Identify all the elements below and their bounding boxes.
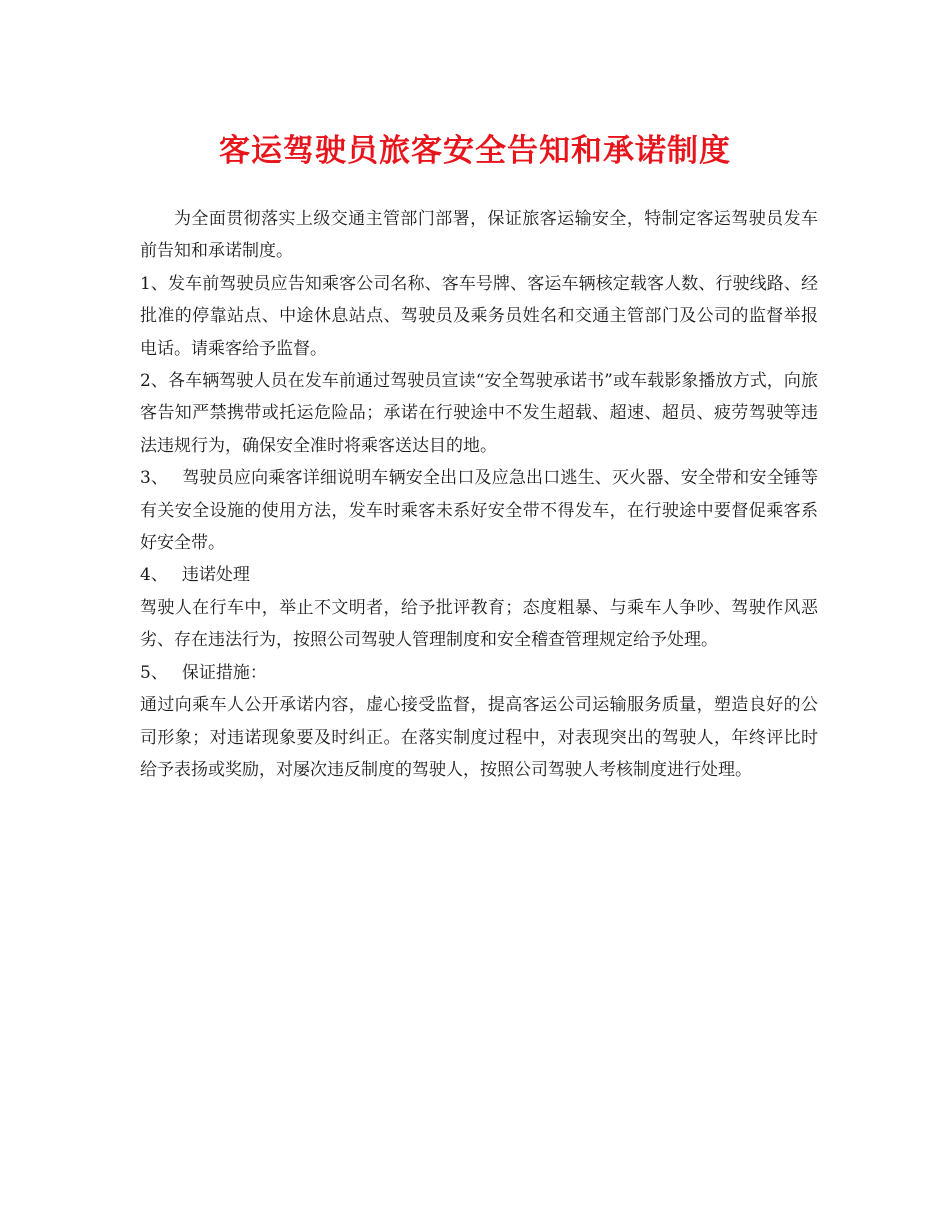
item-3-text: 驾驶员应向乘客详细说明车辆安全出口及应急出口逃生、灭火器、安全带和安全锤等有关安全设施的使用方法，发车时乘客未系好安全带不得发车，在行驶途中要督促乘客系好安全带。 — [140, 468, 818, 554]
item-5-heading-line — [140, 657, 818, 689]
item-5-heading: 保证措施： — [181, 662, 267, 683]
document-body — [140, 203, 818, 786]
item-4-number: 4、 — [140, 565, 168, 586]
item-3-number: 3、 — [140, 468, 169, 489]
item-5-number: 5、 — [140, 662, 168, 683]
item-4-paragraph: 驾驶人在行车中，举止不文明者，给予批评教育；态度粗暴、与乘车人争吵、驾驶作风恶劣、存在违法行为，按照公司驾驶人管理制度和安全稽查管理规定给予处理。 — [140, 597, 818, 651]
item-1-paragraph: 1、发车前驾驶员应告知乘客公司名称、客车号牌、客运车辆核定载客人数、行驶线路、经批准的停靠站点、中途休息站点、驾驶员及乘务员姓名和交通主管部门及公司的监督举报电话。请乘客给予监督。 — [140, 273, 818, 359]
intro-paragraph: 为全面贯彻落实上级交通主管部门部署，保证旅客运输安全，特制定客运驾驶员发车前告知和承诺制度。 — [140, 209, 818, 262]
item-4-heading-line — [140, 559, 818, 591]
item-4-heading: 违诺处理 — [181, 565, 250, 586]
item-3-paragraph — [140, 462, 818, 559]
item-5-paragraph: 通过向乘车人公开承诺内容，虚心接受监督，提高客运公司运输服务质量，塑造良好的公司形象；对违诺现象要及时纠正。在落实制度过程中，对表现突出的驾驶人，年终评比时给予表扬或奖励，对屡次违反制度的驾驶人，按照公司驾驶人考核制度进行处理。 — [140, 695, 818, 780]
item-2-paragraph: 2、各车辆驾驶人员在发车前通过驾驶员宣读“安全驾驶承诺书”或车载影象播放方式，向旅客告知严禁携带或托运危险品；承诺在行驶途中不发生超载、超速、超员、疲劳驾驶等违法违规行为，确保安全准时将乘客送达目的地。 — [140, 371, 818, 456]
document-title: 客运驾驶员旅客安全告知和承诺制度 — [219, 133, 731, 169]
